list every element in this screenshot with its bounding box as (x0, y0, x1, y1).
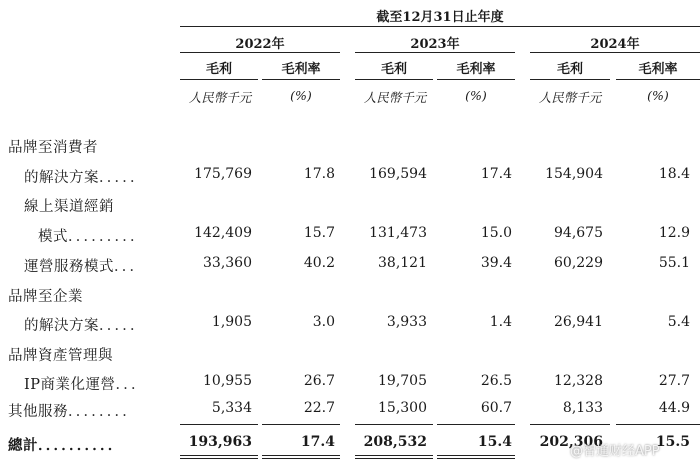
row-label: 的解決方案．．．．． (24, 318, 145, 334)
cell-value: 5,334 (211, 400, 252, 416)
cell-value: 15,300 (378, 400, 427, 416)
cell-value: 142,409 (194, 225, 252, 241)
year-rule-2022 (180, 52, 340, 53)
cell-value: 27.7 (658, 373, 690, 389)
cell-value: 5.4 (667, 314, 690, 330)
total-double-rule (180, 458, 258, 459)
cell-value: 22.7 (303, 400, 335, 416)
total-double-rule (437, 458, 515, 459)
total-double-rule (262, 458, 340, 459)
cell-value: 1.4 (489, 314, 512, 330)
total-rule (437, 424, 515, 425)
cell-value: 15.7 (303, 225, 335, 241)
cell-value: 17.8 (303, 166, 335, 182)
total-label: 總計．．．．．．．．．． (8, 437, 123, 454)
cell-value: 18.4 (658, 166, 690, 182)
cell-value: 8,133 (562, 400, 603, 416)
cell-value: 19,705 (378, 373, 427, 389)
header-rule-top (180, 26, 700, 27)
row-label: 其他服務．．．．．．．． (8, 404, 138, 420)
total-double-rule (437, 455, 515, 456)
cell-value: 94,675 (554, 225, 603, 241)
total-value: 15.4 (477, 434, 512, 450)
row-label: IP商業化運營．．． (24, 377, 146, 393)
period-title: 截至12月31日止年度 (376, 10, 504, 25)
cell-value: 3.0 (312, 314, 335, 330)
sub-rule-6 (616, 79, 700, 80)
row-label: 品牌至消費者 (8, 140, 98, 156)
cell-value: 12,328 (554, 373, 603, 389)
total-rule (616, 424, 700, 425)
col-margin-2023: 毛利率 (456, 62, 496, 77)
unit-pct-2022: (%) (290, 88, 312, 103)
year-rule-2023 (355, 52, 515, 53)
year-2022: 2022年 (235, 37, 285, 52)
watermark: @智通财经APP (570, 444, 660, 459)
cell-value: 26.5 (480, 373, 512, 389)
sub-rule-2 (262, 79, 340, 80)
col-gross-profit-2024: 毛利 (556, 62, 583, 77)
total-value: 208,532 (363, 434, 427, 450)
total-value: 17.4 (300, 434, 335, 450)
year-2024: 2024年 (590, 37, 640, 52)
cell-value: 154,904 (545, 166, 603, 182)
sub-rule-1 (180, 79, 258, 80)
col-gross-profit-2023: 毛利 (380, 62, 407, 77)
total-value: 15.5 (655, 434, 690, 450)
sub-rule-3 (355, 79, 433, 80)
col-margin-2022: 毛利率 (281, 62, 321, 77)
total-double-rule (355, 458, 433, 459)
cell-value: 169,594 (369, 166, 427, 182)
cell-value: 60,229 (554, 255, 603, 271)
cell-value: 175,769 (194, 166, 252, 182)
unit-rmb-2023: 人民幣千元 (363, 90, 427, 105)
sub-rule-4 (437, 79, 515, 80)
cell-value: 40.2 (303, 255, 335, 271)
row-label: 品牌至企業 (8, 289, 83, 305)
cell-value: 44.9 (658, 400, 690, 416)
year-2023: 2023年 (410, 37, 460, 52)
row-label: 的解決方案．．．．． (24, 170, 145, 186)
total-rule (180, 424, 258, 425)
total-rule (262, 424, 340, 425)
unit-pct-2023: (%) (465, 88, 487, 103)
cell-value: 12.9 (658, 225, 690, 241)
unit-rmb-2024: 人民幣千元 (538, 90, 602, 105)
total-double-rule (180, 455, 258, 456)
year-rule-2024 (530, 52, 700, 53)
row-label: 線上渠道經銷 (24, 199, 114, 215)
col-margin-2024: 毛利率 (638, 62, 678, 77)
cell-value: 10,955 (203, 373, 252, 389)
row-label: 品牌資產管理與 (8, 348, 113, 364)
unit-rmb-2022: 人民幣千元 (188, 90, 252, 105)
col-gross-profit-2022: 毛利 (205, 62, 232, 77)
cell-value: 38,121 (378, 255, 427, 271)
total-double-rule (262, 455, 340, 456)
cell-value: 55.1 (658, 255, 690, 271)
cell-value: 1,905 (211, 314, 252, 330)
cell-value: 39.4 (480, 255, 512, 271)
cell-value: 33,360 (203, 255, 252, 271)
total-value: 193,963 (188, 434, 252, 450)
row-label: 模式．．．．．．．．． (38, 229, 145, 245)
cell-value: 15.0 (480, 225, 512, 241)
unit-pct-2024: (%) (647, 88, 669, 103)
total-rule (530, 424, 610, 425)
cell-value: 3,933 (386, 314, 427, 330)
total-double-rule (355, 455, 433, 456)
total-value: 202,306 (539, 434, 603, 450)
cell-value: 60.7 (480, 400, 512, 416)
row-label: 運營服務模式．．． (24, 259, 145, 275)
total-rule (355, 424, 433, 425)
cell-value: 131,473 (369, 225, 427, 241)
cell-value: 17.4 (480, 166, 512, 182)
sub-rule-5 (530, 79, 610, 80)
cell-value: 26.7 (303, 373, 335, 389)
cell-value: 26,941 (554, 314, 603, 330)
